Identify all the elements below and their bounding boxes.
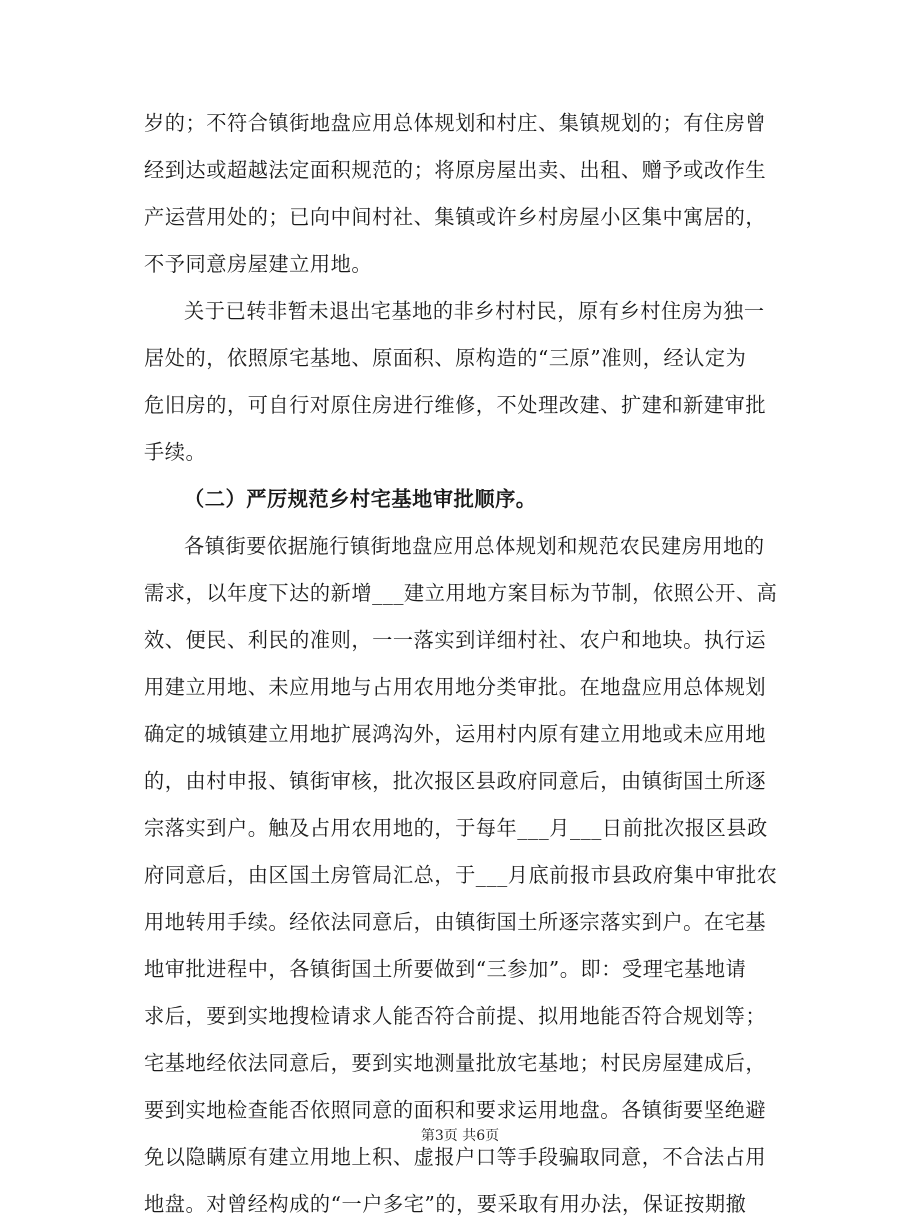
text-line: 要到实地检查能否依照同意的面积和要求运用地盘。各镇街要坚绝避 [144, 1098, 767, 1122]
document-body [144, 100, 778, 1228]
text-line: 的，由村申报、镇街审核，批次报区县政府同意后，由镇街国土所逐 [144, 769, 767, 793]
text-line: 不予同意房屋建立用地。 [144, 252, 373, 276]
text-line: 岁的；不符合镇街地盘应用总体规划和村庄、集镇规划的；有住房曾 [144, 111, 767, 135]
section-heading: （二）严厉规范乡村宅基地审批顺序。 [184, 487, 537, 511]
text-line: 地审批进程中，各镇街国土所要做到“三参加”。即：受理宅基地请 [144, 957, 747, 981]
text-line: 用地转用手续。经依法同意后，由镇街国土所逐宗落实到户。在宅基 [144, 910, 767, 934]
text-line: 手续。 [144, 440, 207, 464]
paragraph-first-line: 各镇街要依据施行镇街地盘应用总体规划和规范农民建房用地的 [184, 534, 765, 558]
page-number-footer: 第3页 共6页 [420, 1128, 500, 1144]
text-line: 府同意后，由区国土房管局汇总，于___月底前报市县政府集中审批农 [144, 863, 778, 887]
text-line: 求后，要到实地搜检请求人能否符合前提、拟用地能否符合规划等； [144, 1004, 767, 1028]
text-line: 宗落实到户。触及占用农用地的，于每年___月___日前批次报区县政 [144, 816, 768, 840]
text-line: 免以隐瞒原有建立用地上积、虚报户口等手段骗取同意，不合法占用 [144, 1145, 767, 1169]
text-line: 居处的，依照原宅基地、原面积、原构造的“三原”准则，经认定为 [144, 346, 747, 370]
text-line: 地盘。对曾经构成的“一户多宅”的，要采取有用办法，保证按期撤 [144, 1192, 747, 1216]
text-line: 确定的城镇建立用地扩展鸿沟外，运用村内原有建立用地或未应用地 [144, 722, 767, 746]
text-line: 效、便民、利民的准则，一一落实到详细村社、农户和地块。执行运 [144, 628, 767, 652]
text-line: 宅基地经依法同意后，要到实地测量批放宅基地；村民房屋建成后， [144, 1051, 767, 1075]
text-line: 危旧房的，可自行对原住房进行维修，不处理改建、扩建和新建审批 [144, 393, 767, 417]
text-line: 用建立用地、未应用地与占用农用地分类审批。在地盘应用总体规划 [144, 675, 767, 699]
text-line: 经到达或超越法定面积规范的；将原房屋出卖、出租、赠予或改作生 [144, 158, 767, 182]
text-line: 需求，以年度下达的新增___建立用地方案目标为节制，依照公开、高 [144, 581, 778, 605]
text-line: 产运营用处的；已向中间村社、集镇或许乡村房屋小区集中寓居的， [144, 205, 767, 229]
paragraph-first-line: 关于已转非暂未退出宅基地的非乡村村民，原有乡村住房为独一 [184, 299, 765, 323]
